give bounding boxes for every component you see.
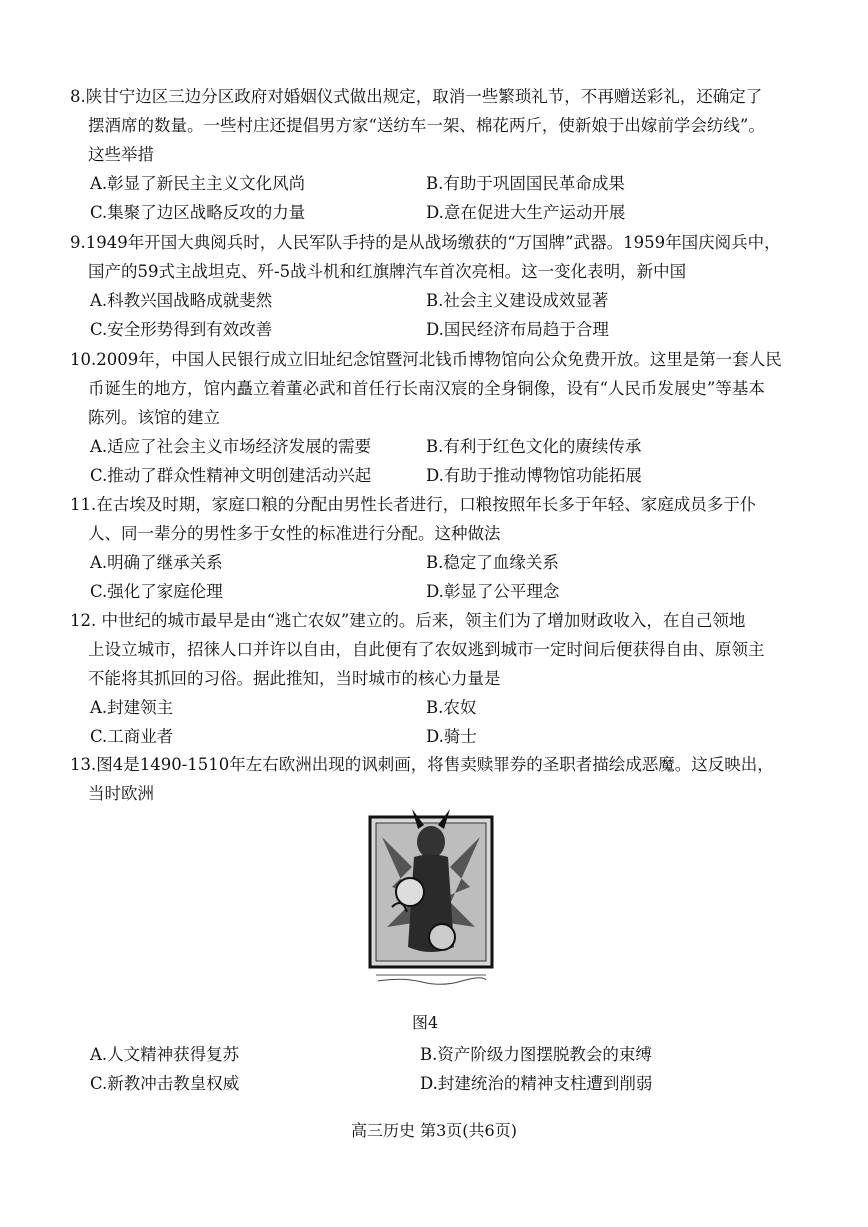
stem-line: 币诞生的地方，馆内矗立着董必武和首任行长南汉宸的全身铜像，设有“人民币发展史”等基本: [88, 379, 765, 398]
stem-line: 13.图4是1490-1510年左右欧洲出现的讽刺画，将售卖赎罪券的圣职者描绘成恶魔。这反映出，: [70, 755, 774, 774]
option-d: D.彰显了公平理念: [426, 582, 560, 601]
question-stem: [70, 606, 790, 693]
question-9: [70, 228, 790, 344]
stem-line: 当时欧洲: [88, 784, 154, 803]
devil-illustration: [362, 797, 500, 993]
options: [70, 169, 790, 227]
option-a: A.明确了继承关系: [90, 553, 223, 572]
stem-line: 9.1949年开国大典阅兵时，人民军队手持的是从战场缴获的“万国牌”武器。1959年国庆阅兵中，: [70, 233, 781, 252]
satirical-woodcut-image: [362, 797, 500, 993]
option-d: D.封建统治的精神支柱遭到削弱: [420, 1074, 653, 1093]
option-b: B.农奴: [426, 698, 477, 717]
option-d: D.意在促进大生产运动开展: [426, 203, 626, 222]
question-stem: [70, 82, 790, 169]
question-stem: [70, 490, 790, 548]
option-a: A.彰显了新民主主义文化风尚: [90, 174, 306, 193]
stem-line: 摆酒席的数量。一些村庄还提倡男方家“送纺车一架、棉花两斤，使新娘于出嫁前学会纺线”。: [88, 116, 765, 135]
option-c: C.安全形势得到有效改善: [90, 320, 273, 339]
option-c: C.集聚了边区战略反攻的力量: [90, 203, 306, 222]
option-c: C.强化了家庭伦理: [90, 582, 223, 601]
stem-line: 这些举措: [88, 145, 154, 164]
stem-line: 8.陕甘宁边区三边分区政府对婚姻仪式做出规定，取消一些繁琐礼节，不再赠送彩礼，还确定了: [70, 87, 763, 106]
option-b: B.有助于巩固国民革命成果: [426, 174, 625, 193]
question-stem: [70, 228, 790, 286]
option-a: A.封建领主: [90, 698, 174, 717]
question-stem: [70, 345, 790, 432]
question-12: [70, 606, 790, 751]
question-11: [70, 490, 790, 606]
stem-line: 12. 中世纪的城市最早是由“逃亡农奴”建立的。后来，领主们为了增加财政收入，在自己领地: [70, 611, 746, 630]
stem-line: 国产的59式主战坦克、歼-5战斗机和红旗牌汽车首次亮相。这一变化表明，新中国: [88, 262, 687, 281]
stem-line: 10.2009年，中国人民银行成立旧址纪念馆暨河北钱币博物馆向公众免费开放。这里是第一套人民: [70, 350, 782, 369]
option-b: B.稳定了血缘关系: [426, 553, 559, 572]
options: [70, 286, 790, 344]
options: [70, 548, 790, 606]
option-a: A.人文精神获得复苏: [90, 1045, 240, 1064]
option-b: B.资产阶级力图摆脱教会的束缚: [420, 1045, 652, 1064]
stem-line: 上设立城市，招徕人口并许以自由，自此便有了农奴逃到城市一定时间后便获得自由、原领主: [88, 640, 765, 659]
stem-line: 11.在古埃及时期，家庭口粮的分配由男性长者进行，口粮按照年长多于年轻、家庭成员多于仆: [70, 495, 757, 514]
option-b: B.社会主义建设成效显著: [426, 291, 609, 310]
figure-caption: 图4: [412, 1013, 439, 1032]
option-c: C.新教冲击教皇权威: [90, 1074, 240, 1093]
stem-line: 不能将其抓回的习俗。据此推知，当时城市的核心力量是: [88, 669, 501, 688]
question-10: [70, 345, 790, 490]
option-d: D.骑士: [426, 727, 477, 746]
options: [90, 1040, 790, 1098]
option-d: D.国民经济布局趋于合理: [426, 320, 609, 339]
options: [70, 693, 790, 751]
options: [70, 432, 790, 490]
stem-line: 人、同一辈分的男性多于女性的标准进行分配。这种做法: [88, 524, 501, 543]
stem-line: 陈列。该馆的建立: [88, 408, 220, 427]
option-c: C.工商业者: [90, 727, 174, 746]
page-footer: 高三历史 第3页(共6页): [351, 1121, 517, 1140]
option-a: A.适应了社会主义市场经济发展的需要: [90, 437, 372, 456]
option-a: A.科教兴国战略成就斐然: [90, 291, 273, 310]
option-c: C.推动了群众性精神文明创建活动兴起: [90, 466, 372, 485]
question-8: [70, 82, 790, 227]
option-d: D.有助于推动博物馆功能拓展: [426, 466, 642, 485]
question-13-options: [90, 1040, 790, 1098]
option-b: B.有利于红色文化的赓续传承: [426, 437, 642, 456]
